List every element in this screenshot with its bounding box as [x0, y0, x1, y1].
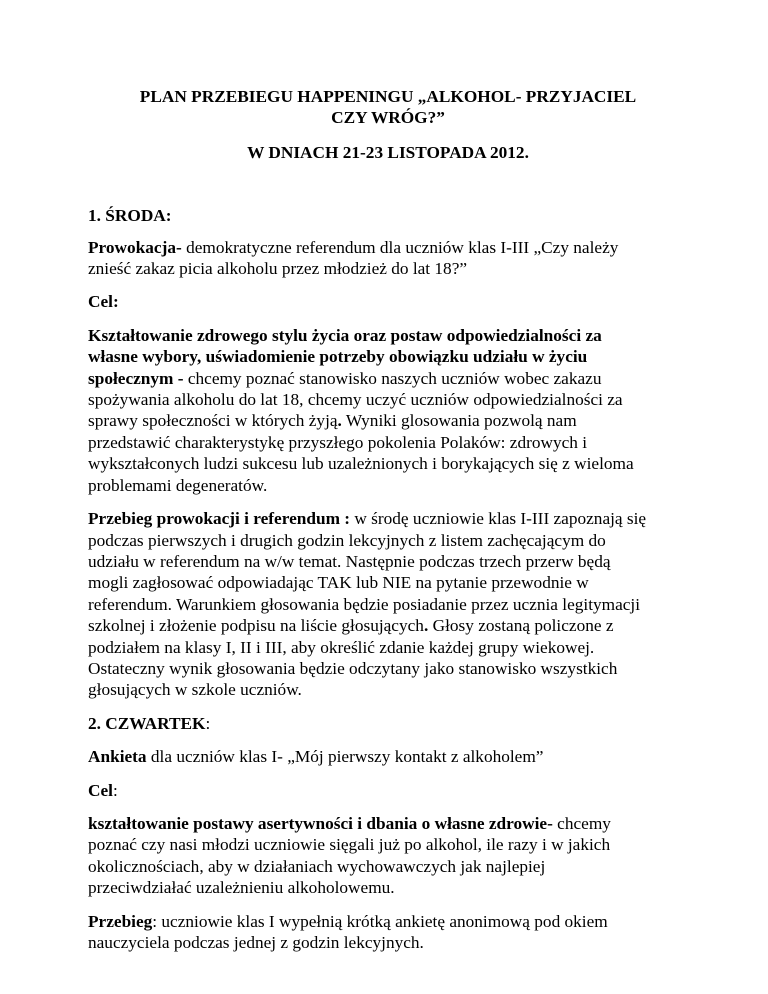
s2-cel-text-1: chcemy: [557, 813, 611, 833]
przebieg-text-7: podziałem na klasy I, II i III, aby określić zdanie każdej grupy wiekowej.: [88, 637, 595, 657]
title-line-1: PLAN PRZEBIEGU HAPPENINGU „ALKOHOL- PRZYJACIEL: [139, 87, 637, 106]
cel-text-5a: sprawy społeczności w których żyją: [88, 411, 338, 431]
cel-bold-2: własne wybory, uświadomienie potrzeby obowiązku udziału w życiu: [88, 347, 588, 367]
section-2-cel: [88, 813, 688, 899]
przebieg-text-3: udziału w referendum na w/w temat. Następnie podczas trzech przerw będą: [88, 551, 611, 571]
section-2-heading: [88, 713, 688, 734]
section-1-cel-label: Cel:: [88, 292, 119, 312]
s2-cel-bold: kształtowanie postawy asertywności i dbania o własne zdrowie-: [88, 813, 553, 833]
section-2-heading-text: 2. CZWARTEK: [88, 713, 206, 733]
section-2-przebieg: [88, 911, 688, 954]
ankieta-text: dla uczniów klas I- „Mój pierwszy kontakt z alkoholem”: [150, 747, 544, 767]
cel-text-5b: Wyniki glosowania pozwolą nam: [345, 411, 577, 431]
document-page: [88, 86, 688, 953]
przebieg-text-6a: szkolnej i złożenie podpisu na liście głosujących: [88, 616, 424, 636]
section-2-ankieta: [88, 746, 688, 767]
section-1-heading: 1. ŚRODA:: [88, 206, 172, 226]
przebieg-text-6b: Głosy zostaną policzone z: [432, 616, 614, 636]
cel-text-4: spożywania alkoholu do lat 18, chcemy uczyć uczniów odpowiedzialności za: [88, 390, 623, 410]
przebieg-text-4: mogli zagłosować odpowiadając TAK lub NIE na pytanie przewodnie w: [88, 573, 589, 593]
s2-przebieg-text-2: nauczyciela podczas jednej z godzin lekcyjnych.: [88, 933, 424, 952]
cel-text-6: przedstawić charakterystykę przyszłego pokolenia Polaków: zdrowych i: [88, 432, 588, 452]
przebieg-label: Przebieg prowokacji i referendum :: [88, 509, 351, 529]
s2-przebieg-text-1: : uczniowie klas I wypełnią krótką ankietę anonimową pod okiem: [152, 911, 608, 931]
section-1-cel: [88, 325, 688, 496]
event-date: W DNIACH 21-23 LISTOPADA 2012.: [247, 142, 529, 162]
cel-text-8: problemami degeneratów.: [88, 475, 268, 495]
section-2-cel-colon: :: [112, 780, 118, 800]
ankieta-label: Ankieta: [88, 747, 147, 767]
prowokacja-text-2: znieść zakaz picia alkoholu przez młodzież do lat 18?”: [88, 259, 468, 279]
cel-text-3: chcemy poznać stanowisko naszych uczniów wobec zakazu: [187, 368, 602, 388]
s2-cel-text-4: przeciwdziałać uzależnieniu alkoholowemu.: [88, 878, 395, 898]
title-line-2: CZY WRÓG?”: [331, 108, 445, 128]
przebieg-text-9: głosujących w szkole uczniów.: [88, 680, 302, 700]
s2-przebieg-label: Przebieg: [88, 911, 153, 931]
section-1-przebieg: [88, 508, 688, 701]
cel-text-5-dot: .: [337, 411, 342, 431]
s2-cel-text-3: okolicznościach, aby w działaniach wychowawczych jak najlepiej: [88, 856, 546, 876]
przebieg-text-1: w środę uczniowie klas I-III zapoznają się: [354, 509, 647, 529]
s2-cel-text-2: poznać czy nasi młodzi uczniowie sięgali już po alkohol, ile razy i w jakich: [88, 835, 611, 855]
cel-bold-3: społecznym -: [88, 368, 184, 388]
section-1-prowokacja: [88, 237, 688, 280]
przebieg-text-5: referendum. Warunkiem głosowania będzie posiadanie przez ucznia legitymacji: [88, 594, 641, 614]
document-title: [88, 86, 688, 129]
przebieg-text-2: podczas pierwszych i drugich godzin lekcyjnych z listem zachęcającym do: [88, 530, 606, 550]
section-2-cel-label: [88, 780, 688, 801]
prowokacja-text-1: demokratyczne referendum dla uczniów klas I-III „Czy należy: [186, 237, 619, 257]
section-2-heading-colon: :: [205, 713, 211, 733]
cel-text-7: wykształconych ludzi sukcesu lub uzależnionych i borykających się z wieloma: [88, 454, 634, 474]
przebieg-text-8: Ostateczny wynik głosowania będzie odczytany jako stanowisko wszystkich: [88, 658, 618, 678]
section-2-cel-text: Cel: [88, 780, 113, 800]
prowokacja-label: Prowokacja-: [88, 237, 182, 257]
przebieg-text-6-dot: .: [423, 616, 429, 636]
cel-bold-1: Kształtowanie zdrowego stylu życia oraz postaw odpowiedzialności za: [88, 325, 602, 345]
